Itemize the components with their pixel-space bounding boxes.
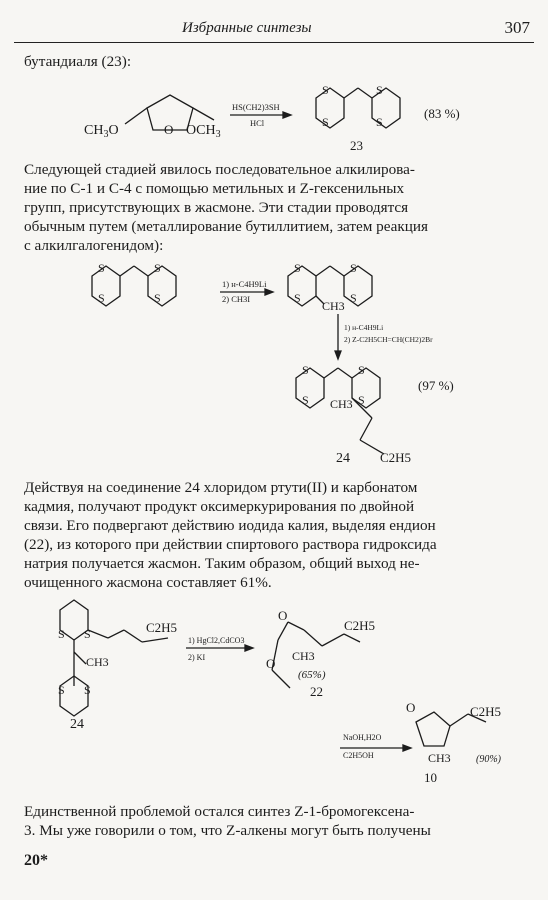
ethyl-label: C2H5 xyxy=(146,620,178,635)
sulfur-label: S xyxy=(154,291,161,305)
sulfur-label: S xyxy=(322,83,329,97)
scheme2-step2-reagent-1: 1) н-C4H9Li xyxy=(344,323,384,332)
scheme2-yield: (97 %) xyxy=(418,378,454,393)
ethyl-label: C2H5 xyxy=(380,450,412,465)
carbonyl-oxygen-label: O xyxy=(278,608,288,623)
svg-text:CH3O: $CH_3O$ xyxy=(84,123,119,140)
paragraph-1: Следующей стадией явилось последовательное алкилирова- ние по С-1 и С-4 с помощью метильных и Z-гексенильных групп, присутствующих в жасмоне. Эти стадии проводятся обычным путем (металлирование бутиллитием, затем реакция с алкилгалогенидом): xyxy=(24,161,429,254)
scheme-2 xyxy=(0,258,548,470)
ketone-oxygen-label: O xyxy=(406,700,416,715)
compound-23-label: 23 xyxy=(350,138,363,153)
scheme-3 xyxy=(0,590,548,800)
sulfur-label: S xyxy=(376,115,383,129)
scheme3-reagent-4: C2H5OH xyxy=(343,751,374,760)
methyl-label: CH3 xyxy=(330,397,353,411)
scheme2-reagent-2: 2) CH3I xyxy=(222,294,251,304)
carbonyl-oxygen-label: O xyxy=(266,656,276,671)
sulfur-label: S xyxy=(98,261,105,275)
scheme3-reagent-1: 1) HgCl2,CdCO3 xyxy=(188,636,245,645)
page-number: 307 xyxy=(504,18,530,37)
sulfur-label: S xyxy=(154,261,161,275)
sulfur-label: S xyxy=(350,261,357,275)
paragraph-3: Единственной проблемой остался синтез Z-1-бромогексена- 3. Мы уже говорили о том, что Z-алкены могут быть получены xyxy=(24,803,431,839)
compound-24-label: 24 xyxy=(70,717,84,732)
ring-oxygen: O xyxy=(164,122,174,137)
sulfur-label: S xyxy=(84,627,91,641)
sulfur-label: S xyxy=(98,291,105,305)
scheme2-step2-reagent-2: 2) Z-C2H5CH=CH(CH2)2Br xyxy=(344,335,433,344)
sulfur-label: S xyxy=(294,261,301,275)
sulfur-label: S xyxy=(376,83,383,97)
scheme1-reagent-2: HCl xyxy=(250,118,265,128)
methyl-label: CH3 xyxy=(292,649,315,663)
methyl-label: CH3 xyxy=(86,655,109,669)
scheme1-yield: (83 %) xyxy=(424,106,460,121)
intro-line: бутандиаля (23): xyxy=(24,53,132,70)
sulfur-label: S xyxy=(58,683,65,697)
sulfur-label: S xyxy=(350,291,357,305)
header-title: Избранные синтезы xyxy=(182,20,312,36)
paragraph-2: Действуя на соединение 24 хлоридом ртути(II) и карбонатом кадмия, получают продукт оксимеркурирования по двойной связи. Его подвергают действию иодида калия, выделяя ендион (22), из которого при действии спиртового раствора гидроксида натрия получается жасмон. Таким образом, общий выход не- очищенного жасмона составляет 61%. xyxy=(24,479,437,591)
scheme3-yield-a: (65%) xyxy=(298,669,326,681)
svg-text:OCH3: $OCH_3$ xyxy=(186,123,221,140)
scheme3-reagent-3: NaOH,H2O xyxy=(343,733,382,742)
compound-10-label: 10 xyxy=(424,770,437,785)
sulfur-label: S xyxy=(358,393,365,407)
scheme-1 xyxy=(0,78,548,160)
running-header xyxy=(14,14,534,43)
left-group: CH xyxy=(84,123,104,138)
methyl-label: CH3 xyxy=(428,751,451,765)
compound-22-label: 22 xyxy=(310,684,323,699)
right-group: OCH xyxy=(186,123,216,138)
sulfur-label: S xyxy=(294,291,301,305)
methyl-label: CH3 xyxy=(322,299,345,313)
scheme1-reagent-1: HS(CH2)3SH xyxy=(232,102,280,112)
signature-mark: 20* xyxy=(24,852,48,869)
sulfur-label: S xyxy=(302,363,309,377)
compound-24-label: 24 xyxy=(336,451,350,466)
sulfur-label: S xyxy=(322,115,329,129)
ethyl-label: C2H5 xyxy=(470,704,502,719)
scheme2-reagent-1: 1) н-C4H9Li xyxy=(222,279,267,289)
sulfur-label: S xyxy=(302,393,309,407)
scheme3-yield-b: (90%) xyxy=(476,754,501,765)
ethyl-label: C2H5 xyxy=(344,618,376,633)
sulfur-label: S xyxy=(58,627,65,641)
scheme3-reagent-2: 2) KI xyxy=(188,653,206,662)
sulfur-label: S xyxy=(84,683,91,697)
sulfur-label: S xyxy=(358,363,365,377)
